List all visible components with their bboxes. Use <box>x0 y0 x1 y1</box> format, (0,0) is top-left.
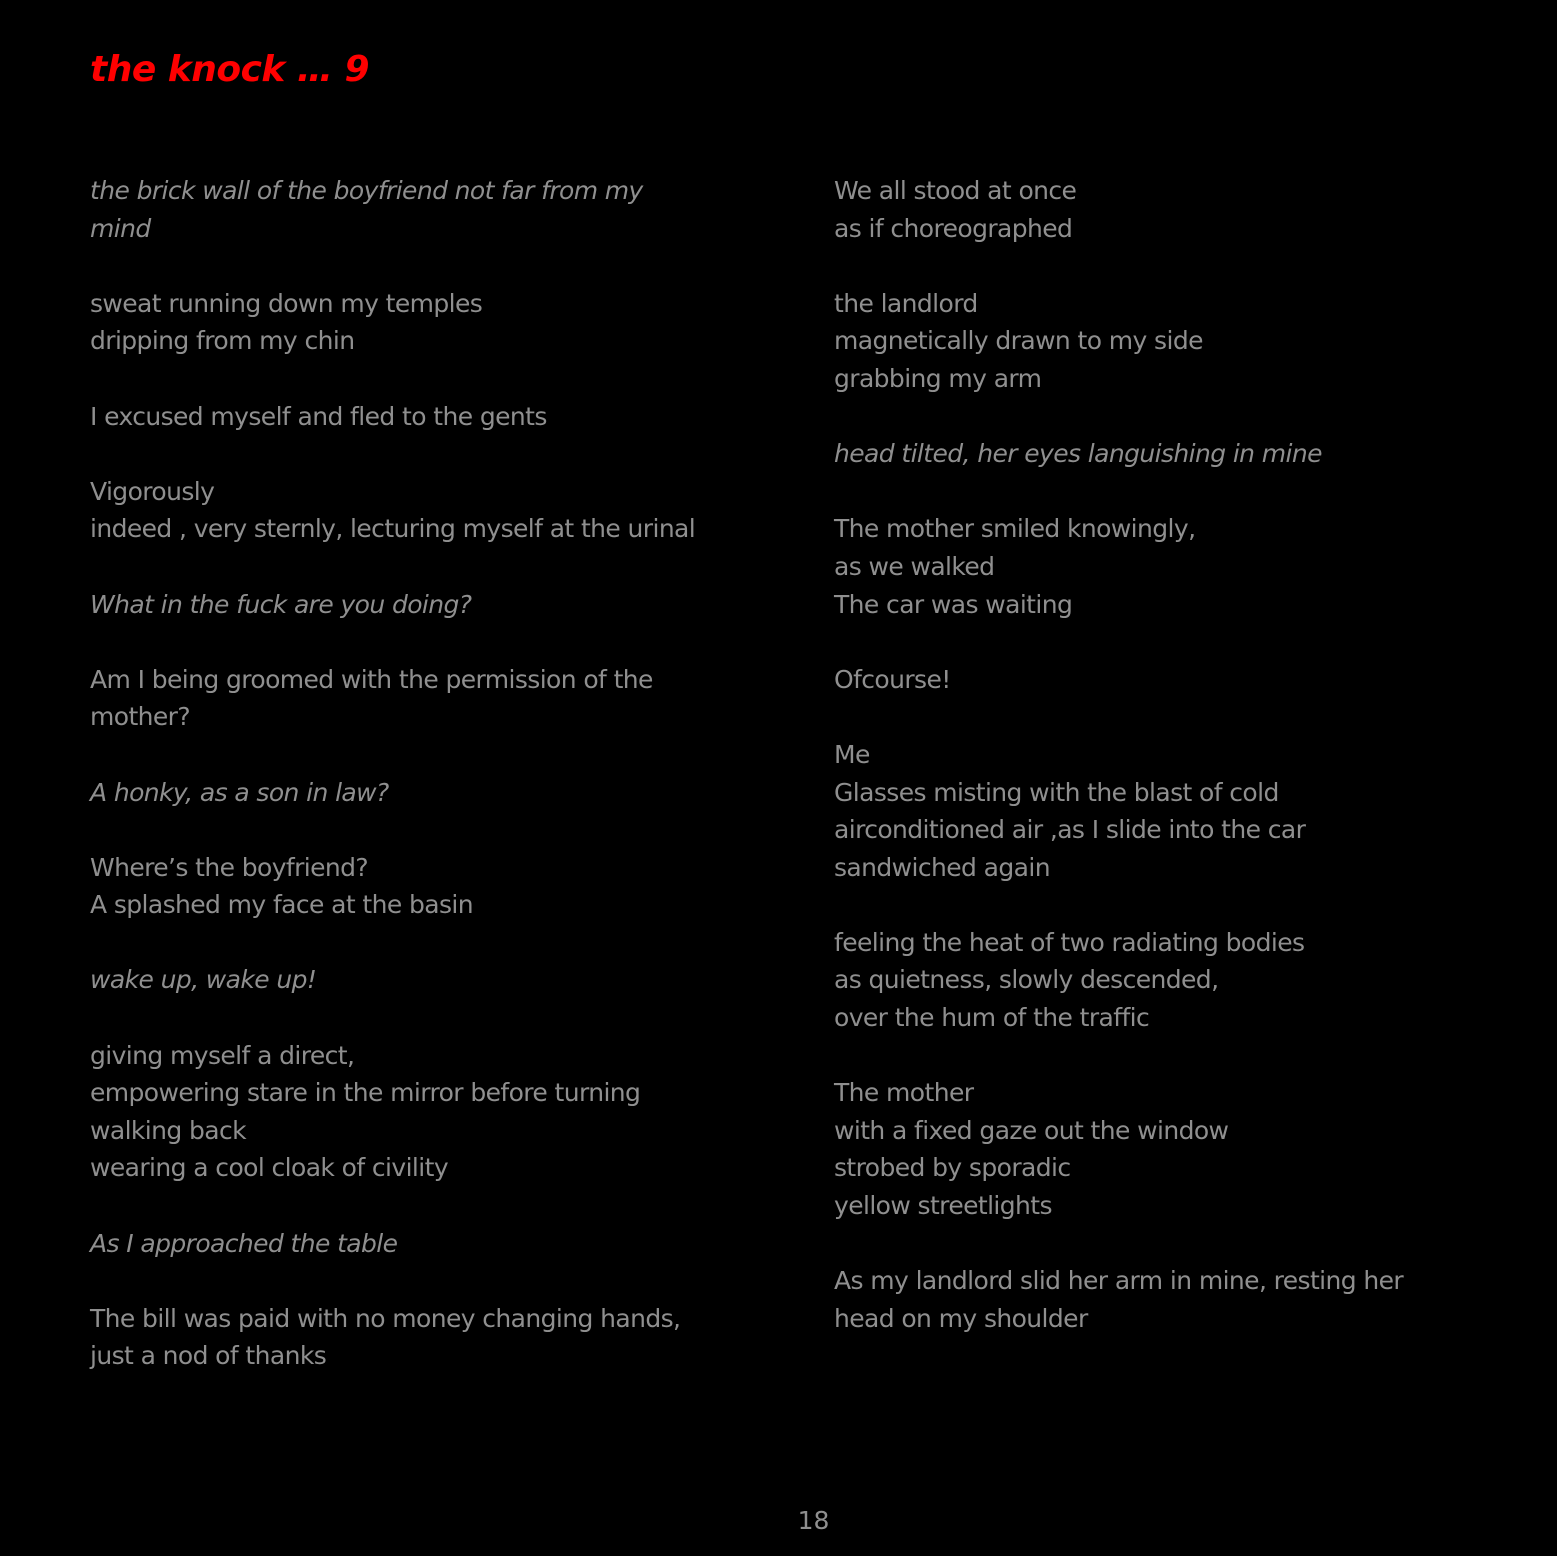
poem-line: as quietness, slowly descended, <box>834 965 1219 995</box>
poem-line: A honky, as a son in law? <box>90 777 389 807</box>
poem-line: Me <box>834 739 870 769</box>
stanza <box>90 1300 770 1375</box>
poem-line: airconditioned air ,as I slide into the car <box>834 815 1306 845</box>
poem-line: mother? <box>90 702 191 732</box>
poem-line: mind <box>90 213 151 243</box>
poem-line: over the hum of the traffic <box>834 1003 1150 1033</box>
poem-line: The mother <box>834 1078 974 1108</box>
poem-line: Where’s the boyfriend? <box>90 852 369 882</box>
stanza <box>90 1037 770 1187</box>
poem-line: sweat running down my temples <box>90 288 483 318</box>
poem-line: head tilted, her eyes languishing in mine <box>834 439 1322 469</box>
stanza <box>90 774 770 812</box>
poem-line: yellow streetlights <box>834 1191 1052 1221</box>
poem-line: The mother smiled knowingly, <box>834 514 1196 544</box>
stanza <box>834 661 1514 699</box>
page-title: the knock … 9 <box>90 49 369 90</box>
poem-line: indeed , very sternly, lecturing myself at the urinal <box>90 514 696 544</box>
poem-column-left <box>90 172 770 1375</box>
poem-line: We all stood at once <box>834 176 1077 205</box>
poem-column-right <box>834 172 1514 1337</box>
poem-line: Ofcourse! <box>834 664 951 694</box>
stanza <box>90 661 770 736</box>
stanza <box>834 1262 1514 1337</box>
poem-line: What in the fuck are you doing? <box>90 589 472 619</box>
stanza <box>834 924 1514 1037</box>
poem-line: as if choreographed <box>834 213 1073 243</box>
poem-line: dripping from my chin <box>90 326 355 356</box>
page-number: 18 <box>797 1506 830 1535</box>
stanza <box>834 172 1514 247</box>
stanza <box>834 1074 1514 1224</box>
poem-line: empowering stare in the mirror before turning <box>90 1078 641 1108</box>
poem-line: magnetically drawn to my side <box>834 326 1203 356</box>
stanza <box>834 510 1514 623</box>
poem-line: I excused myself and fled to the gents <box>90 401 547 431</box>
poem-line: The car was waiting <box>834 589 1073 619</box>
poem-line: walking back <box>90 1115 247 1145</box>
poem-line: the landlord <box>834 288 978 318</box>
poem-line: sandwiched again <box>834 852 1050 882</box>
poem-line: As I approached the table <box>90 1228 398 1258</box>
poem-line: strobed by sporadic <box>834 1153 1071 1183</box>
poem-line: Am I being groomed with the permission of the <box>90 664 653 694</box>
poem-line: as we walked <box>834 551 995 581</box>
poem-line: feeling the heat of two radiating bodies <box>834 927 1305 957</box>
poem-line: just a nod of thanks <box>90 1341 327 1371</box>
stanza <box>834 736 1514 886</box>
poem-line: with a fixed gaze out the window <box>834 1115 1229 1145</box>
poem-line: A splashed my face at the basin <box>90 890 474 920</box>
stanza <box>90 1225 770 1263</box>
poem-line: giving myself a direct, <box>90 1040 355 1070</box>
stanza <box>90 849 770 924</box>
stanza <box>90 398 770 436</box>
poem-line: wearing a cool cloak of civility <box>90 1153 449 1183</box>
poem-line: The bill was paid with no money changing hands, <box>90 1303 681 1333</box>
poem-line: grabbing my arm <box>834 363 1042 393</box>
poem-line: As my landlord slid her arm in mine, resting her <box>834 1266 1404 1296</box>
poem-line: wake up, wake up! <box>90 965 317 995</box>
stanza <box>90 473 770 548</box>
stanza <box>834 285 1514 398</box>
stanza <box>834 435 1514 473</box>
poem-line: the brick wall of the boyfriend not far from my <box>90 176 643 205</box>
poem-line: head on my shoulder <box>834 1303 1088 1333</box>
poem-line: Glasses misting with the blast of cold <box>834 777 1279 807</box>
stanza <box>90 285 770 360</box>
stanza <box>90 961 770 999</box>
stanza <box>90 172 770 247</box>
stanza <box>90 586 770 624</box>
poem-line: Vigorously <box>90 476 215 506</box>
